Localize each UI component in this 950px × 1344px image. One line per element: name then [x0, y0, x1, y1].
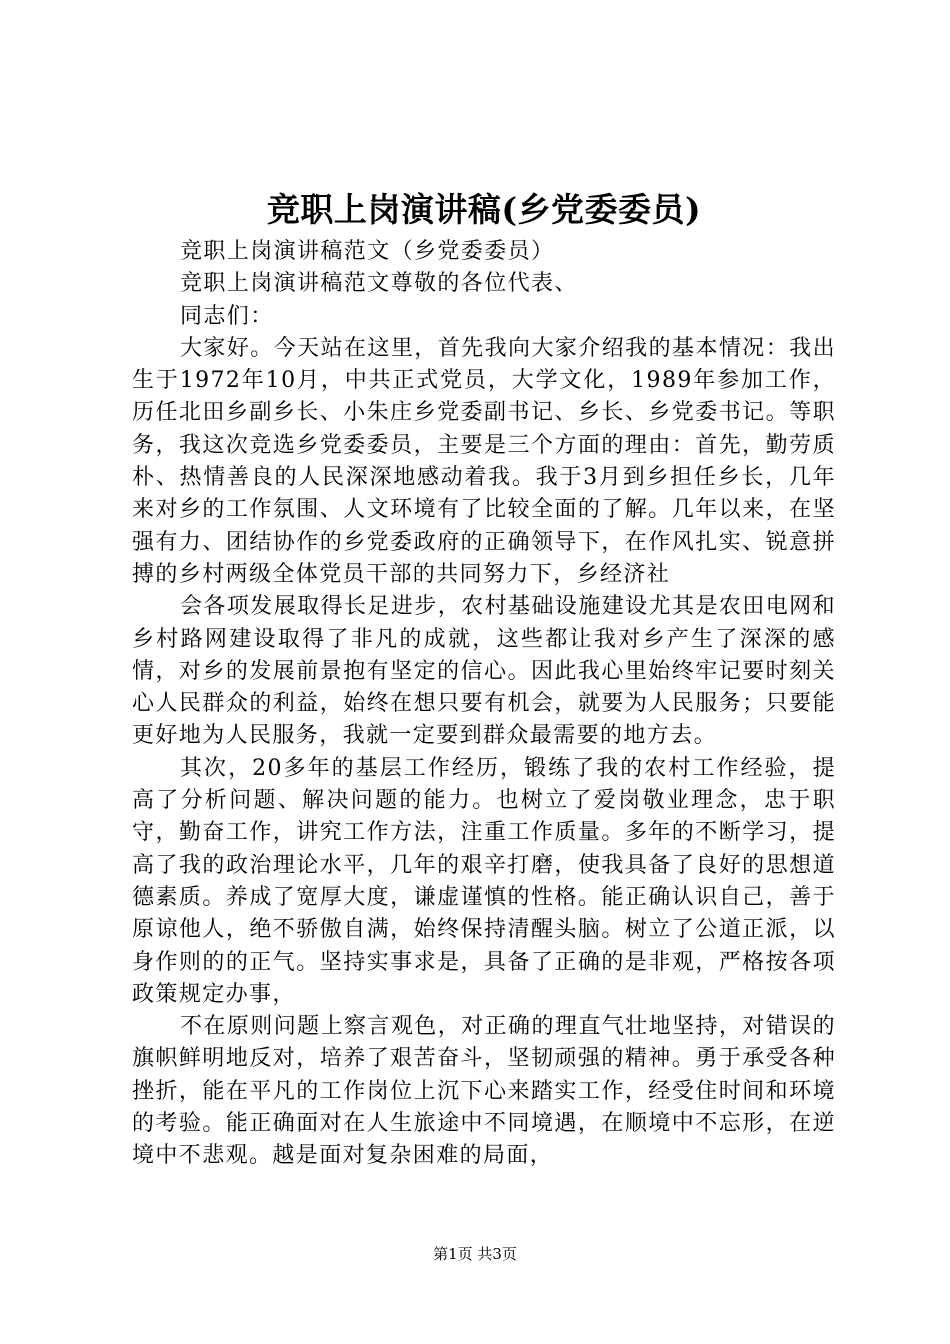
document-title: 竞职上岗演讲稿(乡党委委员)	[266, 190, 702, 229]
paragraph-salutation-comrades: 同志们：	[180, 303, 274, 329]
document-body	[132, 236, 836, 1173]
paragraph-subtitle: 竞职上岗演讲稿范文（乡党委委员）	[180, 239, 555, 264]
paragraph-principles: 不在原则问题上察言观色，对正确的理直气壮地坚持，对错误的旗帜鲜明地反对，培养了艰苦奋斗，坚韧顽强的精神。勇于承受各种挫折，能在平凡的工作岗位上沉下心来踏实工作，经受住时间和环境的考验。能正确面对在人生旅途中不同境遇，在顺境中不忘形，在逆境中不悲观。越是面对复杂困难的局面，	[132, 1014, 836, 1169]
paragraph-development: 会各项发展取得长足进步，农村基础设施建设尤其是农田电网和乡村路网建设取得了非凡的成就，这些都让我对乡产生了深深的感情，对乡的发展前景抱有坚定的信心。因此我心里始终牢记要时刻关心人民群众的利益，始终在想只要有机会，就要为人民服务；只要能更好地为人民服务，我就一定要到群众最需要的地方去。	[132, 594, 836, 749]
page-footer: 第1页 共3页	[433, 1245, 517, 1263]
paragraph-introduction: 大家好。今天站在这里，首先我向大家介绍我的基本情况：我出生于1972年10月，中共正式党员，大学文化，1989年参加工作，历任北田乡副乡长、小朱庄乡党委副书记、乡长、乡党委书记。等职务，我这次竞选乡党委委员，主要是三个方面的理由：首先，勤劳质朴、热情善良的人民深深地感动着我。我于3月到乡担任乡长，几年来对乡的工作氛围、人文环境有了比较全面的了解。几年以来，在坚强有力、团结协作的乡党委政府的正确领导下，在作风扎实、锐意拼搏的乡村两级全体党员干部的共同努力下，乡经济社	[132, 335, 836, 587]
paragraph-salutation: 竞职上岗演讲稿范文尊敬的各位代表、	[180, 271, 578, 297]
paragraph-experience: 其次，20多年的基层工作经历，锻练了我的农村工作经验，提高了分析问题、解决问题的能力。也树立了爱岗敬业理念，忠于职守，勤奋工作，讲究工作方法，注重工作质量。多年的不断学习，提高了我的政治理论水平，几年的艰辛打磨，使我具备了良好的思想道德素质。养成了宽厚大度，谦虚谨慎的性格。能正确认识自己，善于原谅他人，绝不骄傲自满，始终保持清醒头脑。树立了公道正派，以身作则的的正气。坚持实事求是，具备了正确的是非观，严格按各项政策规定办事，	[132, 755, 836, 1007]
